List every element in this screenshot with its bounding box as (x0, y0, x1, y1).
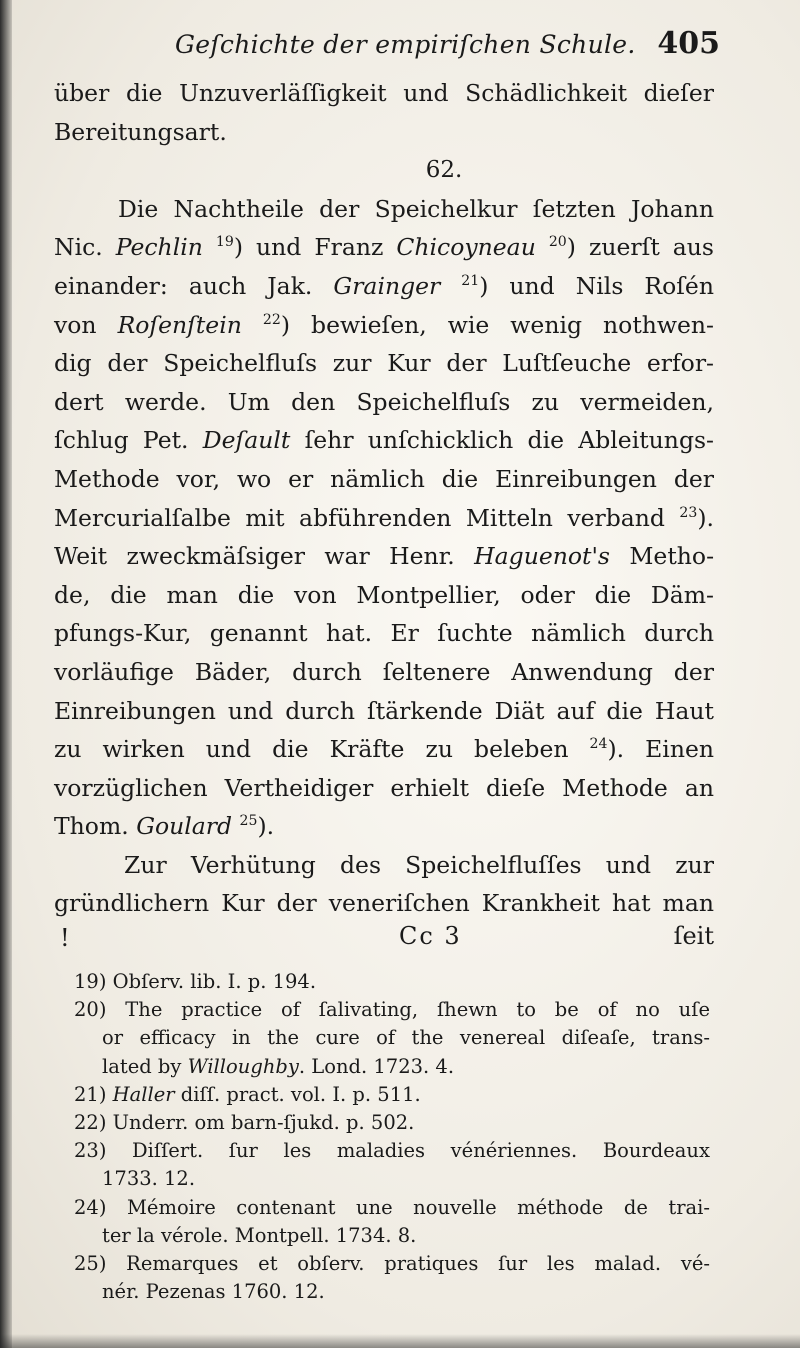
text-run: ſehr unſchicklich die Ableitungs- (290, 426, 714, 455)
text-run: Mercurialſalbe mit abführenden Mitteln verband (54, 503, 680, 532)
text-line (54, 74, 714, 113)
footnote-ref: 24 (589, 735, 608, 752)
text-run: 20) The practice of ſalivating, ſhewn to be of no uſe (74, 998, 710, 1022)
text-line (54, 884, 714, 923)
text-run: ) und Nils Roſén (479, 271, 714, 300)
section-number (54, 151, 714, 190)
footnote-ref: 20 (548, 234, 567, 251)
text-run: Weit zweckmäſsiger war Henr. (54, 542, 475, 571)
footnote-line (74, 1024, 710, 1052)
text-run: pfungs-Kur, genannt hat. Er ſuchte nämlich durch (54, 619, 714, 648)
text-run: vorläufige Bäder, durch ſeltenere Anwendung der (54, 657, 714, 686)
text-run: diſſ. pract. vol. I. p. 511. (174, 1082, 421, 1106)
text-run: Einreibungen und durch ſtärkende Diät auf die Haut (54, 696, 714, 725)
italic-name: Willoughby (187, 1054, 299, 1078)
text-run (440, 272, 461, 300)
text-run: dert werde. Um den Speichelfluſs zu vermeiden, (54, 387, 714, 416)
text-run: ). (697, 503, 714, 532)
italic-name: Deſault (202, 426, 291, 455)
italic-name: Grainger (333, 271, 441, 300)
text-line (54, 730, 714, 769)
page-bottom-shadow (0, 1334, 800, 1348)
catchword: ſeit (673, 922, 714, 950)
text-run: 22) Underr. om barn-ſjukd. p. 502. (74, 1110, 415, 1134)
text-run (242, 311, 263, 339)
printer-mark: ! (60, 924, 70, 952)
text-line (54, 499, 714, 538)
signature-mark: Cc 3 (399, 922, 462, 950)
text-run: Zur Verhütung des Speichelfluſſes und zur (124, 850, 714, 879)
text-line (54, 306, 714, 345)
text-run: nér. Pezenas 1760. 12. (102, 1280, 325, 1304)
text-run: ) bewieſen, wie wenig nothwen- (280, 310, 714, 339)
text-run: ). (257, 812, 275, 841)
text-run: ) zuerſt aus (566, 233, 714, 262)
text-run: Bereitungsart. (54, 117, 227, 146)
text-run: 25) Remarques et obſerv. pratiques ſur les malad. vé- (74, 1251, 710, 1275)
text-run: ). Einen (607, 735, 714, 764)
text-run: 23) Diſſert. ſur les maladies vénériennes. Bourdeaux (74, 1139, 710, 1163)
italic-name: Goulard (136, 812, 233, 841)
text-run: von (54, 310, 118, 339)
page-binding-shadow (0, 0, 12, 1348)
text-line (54, 267, 714, 306)
text-run (203, 233, 216, 261)
footnote-ref: 23 (679, 504, 698, 521)
footnote-line (74, 1222, 710, 1250)
italic-name: Haguenot's (474, 542, 610, 571)
text-run: de, die man die von Montpellier, oder die Däm- (54, 580, 714, 609)
text-line (54, 228, 714, 267)
text-line (54, 383, 714, 422)
text-run: Methode vor, wo er nämlich die Einreibungen der (54, 464, 714, 493)
footnote-line (74, 968, 710, 996)
page-header (165, 26, 720, 66)
text-line (54, 460, 714, 499)
text-line (54, 190, 714, 229)
signature-line (54, 920, 714, 956)
text-run: ) und Franz (233, 233, 397, 262)
text-run: Thom. (54, 812, 137, 841)
text-run: lated by (102, 1054, 188, 1078)
text-run: einander: auch Jak. (54, 271, 334, 300)
footnotes (74, 968, 710, 1306)
text-run: or efficacy in the cure of the venereal diſeaſe, trans- (102, 1026, 710, 1050)
text-run: Nic. (54, 233, 116, 262)
text-run: gründlichern Kur der veneriſchen Krankheit hat man (54, 889, 714, 918)
text-run (536, 233, 549, 261)
footnote-line (74, 996, 710, 1024)
text-run: zu wirken und die Kräfte zu beleben (54, 735, 590, 764)
text-run: Die Nachtheile der Speichelkur ſetzten Johann (118, 194, 714, 223)
text-run: 24) Mémoire contenant une nouvelle méthode de trai- (74, 1195, 710, 1219)
text-line (54, 846, 714, 885)
footnote-line (74, 1081, 710, 1109)
text-line (54, 113, 714, 152)
text-run: ter la vérole. Montpell. 1734. 8. (102, 1223, 417, 1247)
text-run: Metho- (610, 542, 715, 571)
footnote-ref: 25 (239, 813, 258, 830)
text-run: 21) (74, 1082, 113, 1106)
footnote-line (74, 1165, 710, 1193)
footnote-line (74, 1053, 710, 1081)
text-run: . Lond. 1723. 4. (298, 1054, 455, 1078)
running-head: Geſchichte der empiriſchen Schule. (175, 30, 636, 59)
italic-name: Pechlin (115, 233, 203, 262)
text-line (54, 344, 714, 383)
text-line (54, 537, 714, 576)
page-number: 405 (657, 26, 720, 61)
main-text (54, 74, 714, 923)
italic-name: Haller (112, 1082, 175, 1106)
text-run: 62. (425, 157, 463, 184)
footnote-ref: 22 (262, 311, 281, 328)
footnote-line (74, 1250, 710, 1278)
text-run: dig der Speichelfluſs zur Kur der Luſtſeuche erfor- (54, 349, 714, 378)
text-run: ſchlug Pet. (54, 426, 203, 455)
footnote-line (74, 1137, 710, 1165)
text-run: vorzüglichen Vertheidiger erhielt dieſe Methode an (54, 773, 714, 802)
italic-name: Chicoyneau (396, 233, 536, 262)
text-line (54, 807, 714, 846)
italic-name: Roſenſtein (117, 310, 242, 339)
text-line (54, 769, 714, 808)
text-run (232, 812, 239, 840)
footnote-line (74, 1194, 710, 1222)
text-line (54, 421, 714, 460)
text-run: 1733. 12. (102, 1167, 196, 1191)
text-line (54, 576, 714, 615)
text-line (54, 692, 714, 731)
footnote-line (74, 1278, 710, 1306)
footnote-line (74, 1109, 710, 1137)
footnote-ref: 19 (215, 234, 234, 251)
text-line (54, 614, 714, 653)
text-run: über die Unzuverläſſigkeit und Schädlichkeit dieſer (54, 79, 714, 107)
footnote-ref: 21 (461, 272, 480, 289)
text-run: 19) Obſerv. lib. I. p. 194. (74, 970, 317, 993)
text-line (54, 653, 714, 692)
